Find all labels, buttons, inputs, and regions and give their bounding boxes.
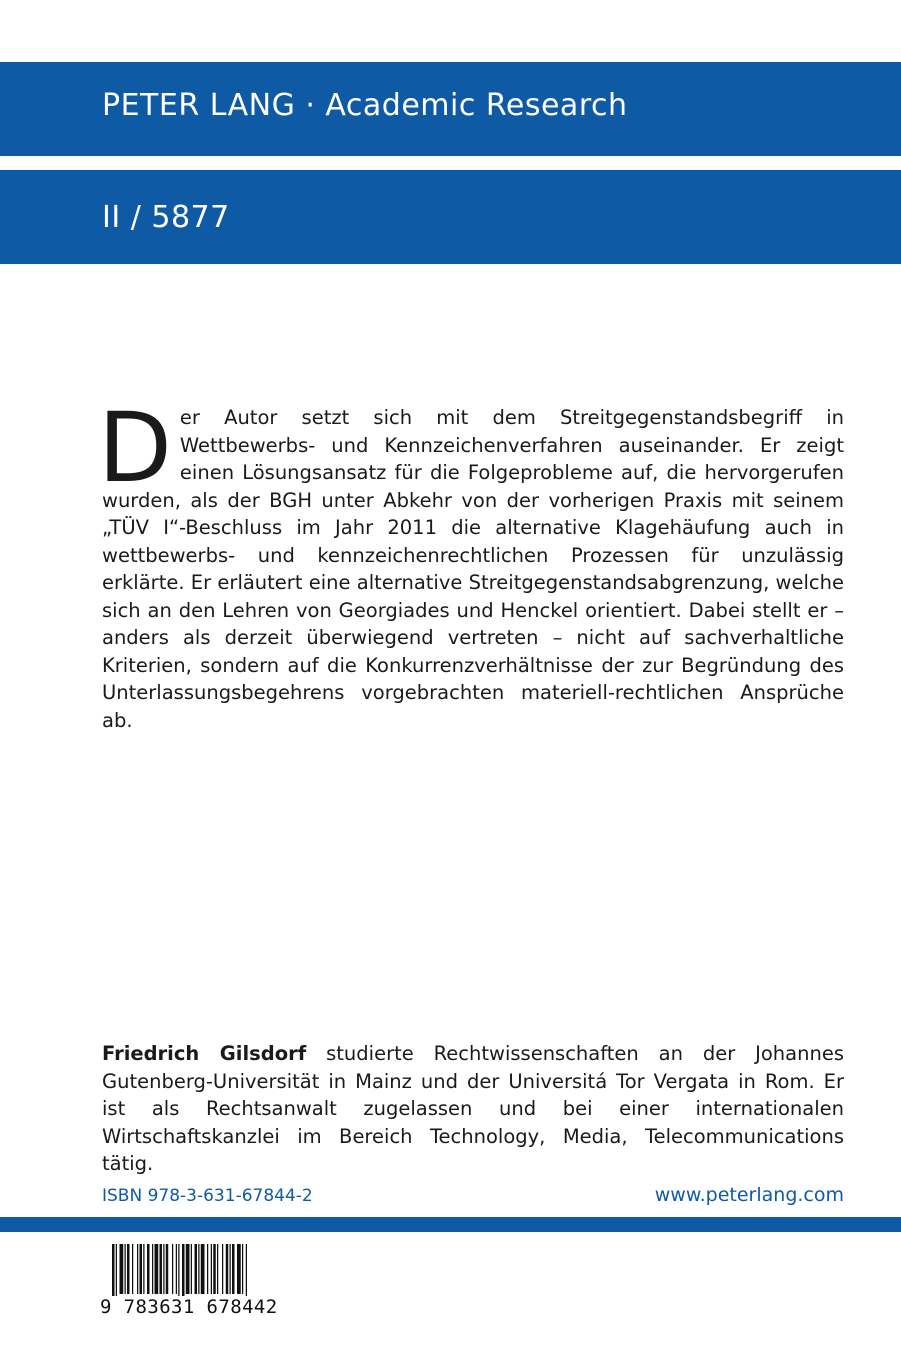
barcode-bar — [143, 1244, 144, 1294]
series-number: II / 5877 — [102, 200, 230, 235]
barcode-bar — [230, 1244, 231, 1294]
barcode-bar — [191, 1244, 192, 1294]
barcode-bar — [166, 1244, 169, 1294]
barcode-bar — [178, 1244, 179, 1300]
drop-cap: D — [98, 392, 172, 504]
book-blurb — [98, 392, 844, 734]
barcode-bar — [201, 1244, 205, 1294]
barcode-bar — [213, 1244, 216, 1294]
barcode-bar — [237, 1244, 241, 1294]
barcode-bar — [242, 1244, 243, 1294]
barcode-bar — [195, 1244, 198, 1294]
barcode-bar — [246, 1244, 247, 1300]
isbn-barcode — [100, 1244, 296, 1318]
barcode-bar — [112, 1244, 115, 1300]
publisher-line: PETER LANG · Academic Research — [102, 88, 628, 123]
publisher-banner — [0, 62, 901, 156]
publisher-website-link[interactable]: www.peterlang.com — [654, 1184, 844, 1206]
barcode-bar — [211, 1244, 212, 1294]
barcode-bar — [182, 1244, 185, 1300]
barcode-bar — [155, 1244, 159, 1294]
barcode-bar — [163, 1244, 164, 1294]
footer-divider — [0, 1217, 901, 1232]
barcode-bar — [176, 1244, 177, 1294]
barcode-bar — [198, 1244, 199, 1294]
barcode-bar — [127, 1244, 130, 1294]
barcode-bar — [222, 1244, 223, 1294]
blurb-text: er Autor setzt sich mit dem Streitgegenstandsbegriff in Wettbewerbs- und Kennzeichenverfahren auseinander. Er zeigt einen Lösungsansatz für die Folgeprobleme auf, die hervorgerufen wurden, als der BGH unter Abkehr von der vorherigen Praxis mit seinem „TÜV I“-Beschluss im Jahr 2011 die alternative Klagehäufung auch in wettbewerbs- und kennzeichenrechtlichen Prozessen für unzulässig erklärte. Er erläutert eine alternative Streitgegenstandsabgrenzung, welche sich an den Lehren von Georgiades und Henckel orientiert. Dabei stellt er – anders als derzeit überwiegend vertreten – nicht auf sachverhaltliche Kriterien, sondern auf die Konkurrenzverhältnisse der zur Begründung des Unterlassungsbegehrens vorgebrachten materiell-rechtlichen Ansprüche ab. — [102, 406, 844, 732]
barcode-bar — [116, 1244, 117, 1300]
barcode-bar — [217, 1244, 218, 1294]
author-bio-text: studierte Rechtwissenschaften an der Johannes Gutenberg-Universität in Mainz und der Universitá Tor Vergata in Rom. Er ist als Rechtsanwalt zugelassen und bei einer internationalen Wirtschaftskanzlei im Bereich Technology, Media, Telecommunications tätig. — [102, 1042, 844, 1175]
barcode-digits: 9 783631 678442 — [100, 1296, 296, 1318]
barcode-bar — [172, 1244, 173, 1294]
barcode-bar — [232, 1244, 235, 1294]
barcode-bar — [137, 1244, 138, 1294]
barcode-bar — [147, 1244, 150, 1294]
barcode-bar — [207, 1244, 208, 1294]
isbn: ISBN 978-3-631-67844-2 — [102, 1186, 313, 1206]
barcode-bar — [120, 1244, 124, 1294]
barcode-bars — [100, 1244, 296, 1300]
barcode-bar — [152, 1244, 153, 1294]
barcode-bar — [140, 1244, 143, 1294]
series-banner — [0, 170, 901, 264]
author-bio — [102, 1040, 844, 1178]
barcode-bar — [160, 1244, 163, 1294]
barcode-bar — [226, 1244, 229, 1294]
author-name: Friedrich Gilsdorf — [102, 1042, 307, 1065]
barcode-bar — [186, 1244, 190, 1294]
barcode-bar — [132, 1244, 133, 1294]
barcode-bar — [125, 1244, 126, 1294]
